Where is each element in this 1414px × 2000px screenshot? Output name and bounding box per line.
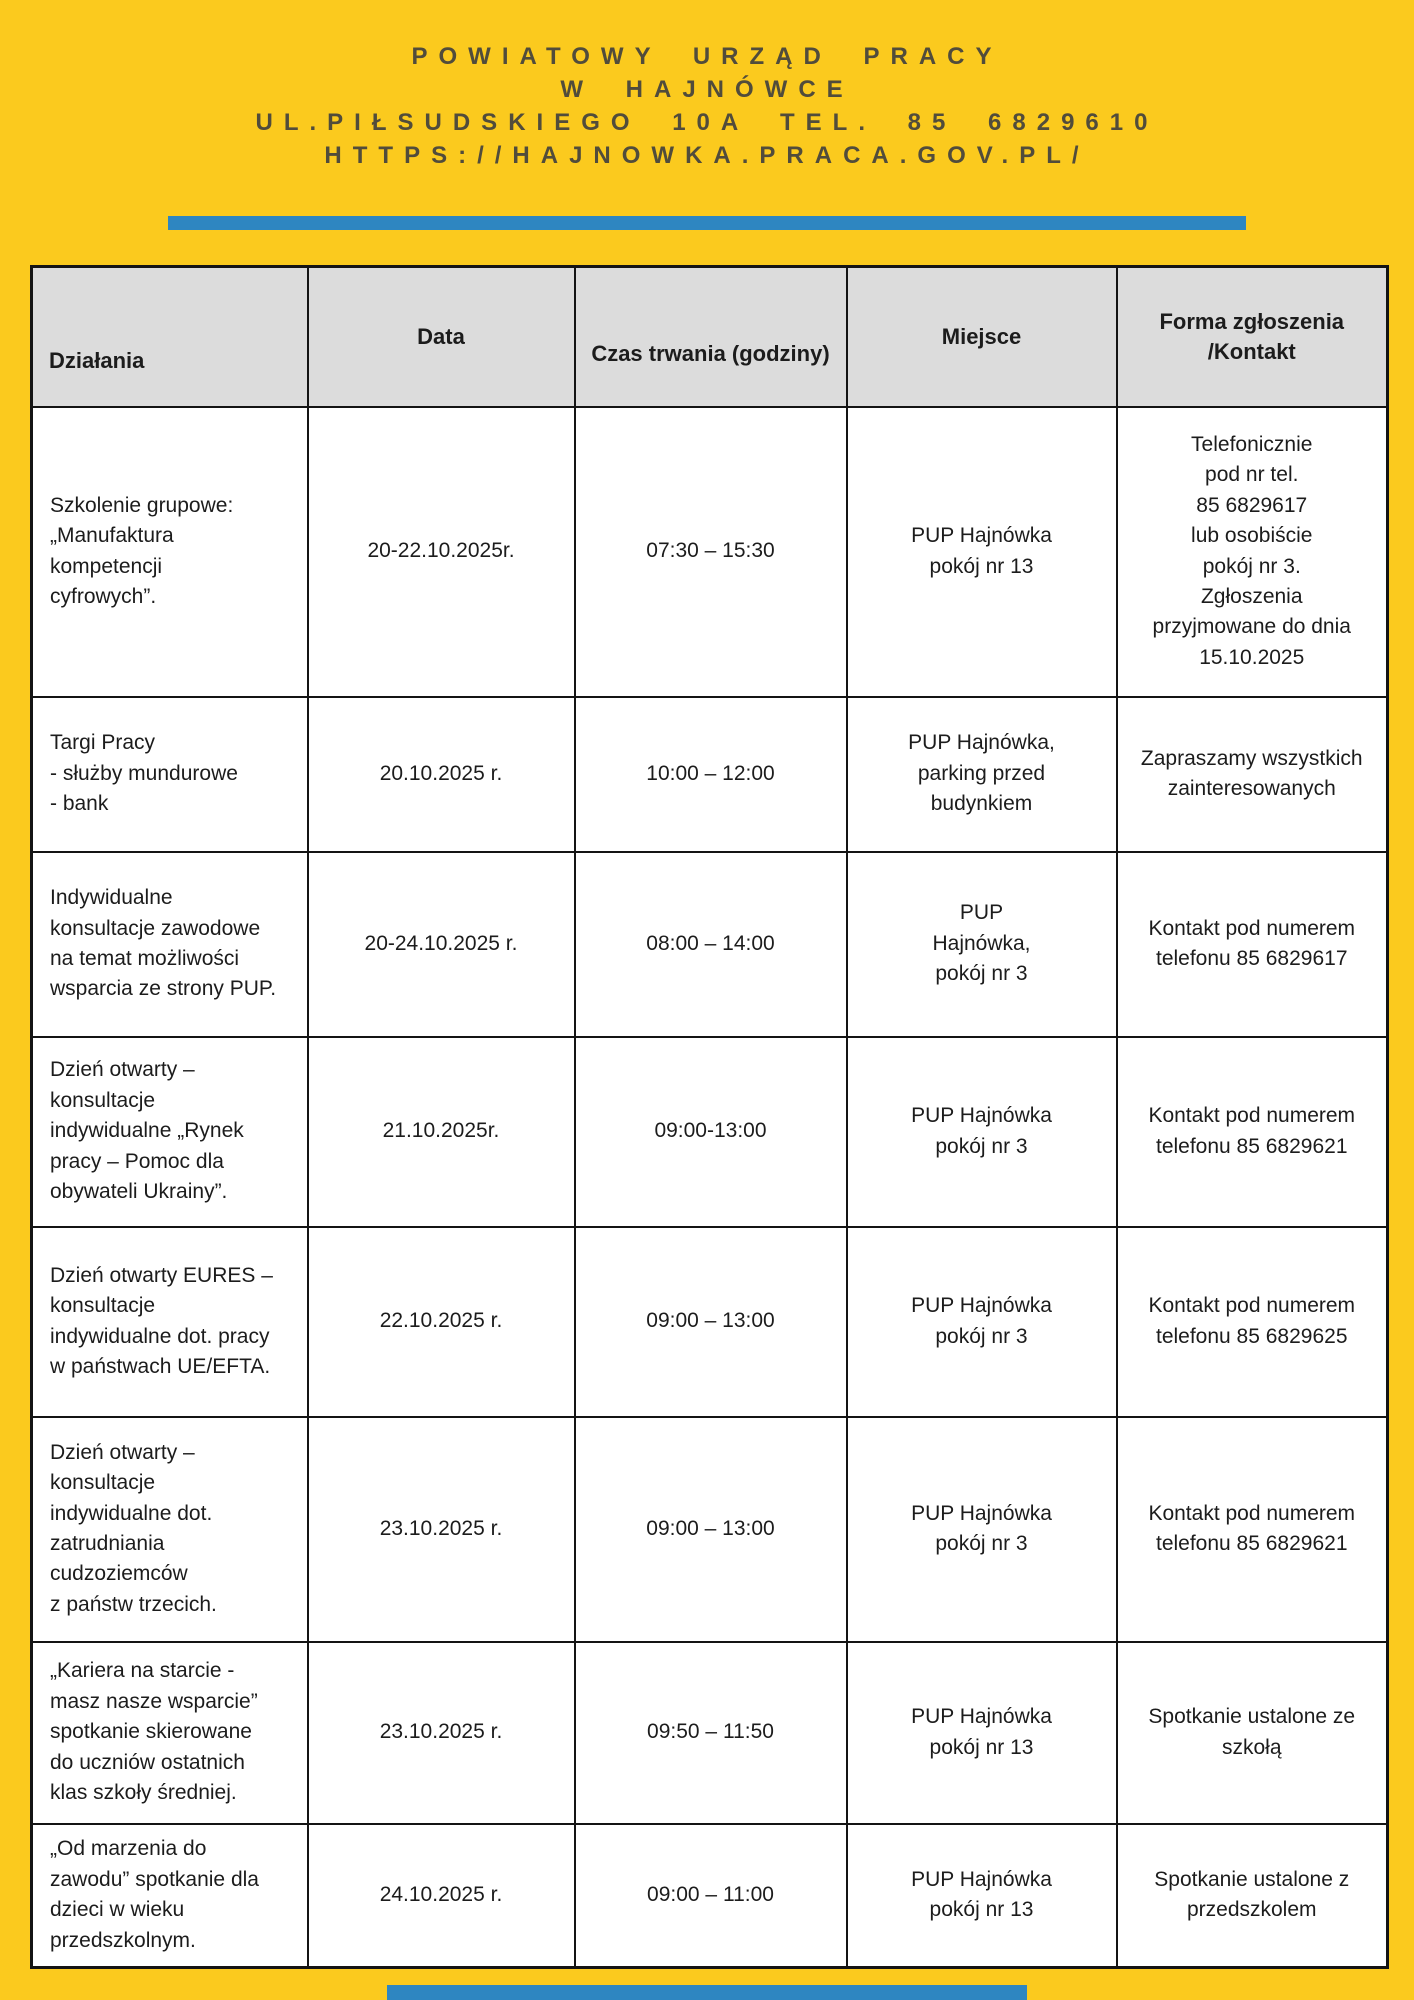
org-website-line: HTTPS://HAJNOWKA.PRACA.GOV.PL/ <box>324 142 1090 169</box>
place-cell: PUP Hajnówka, parking przed budynkiem <box>847 697 1117 852</box>
table-row <box>32 1037 1388 1227</box>
activity-cell: Dzień otwarty EURES – konsultacje indywidualne dot. pracy w państwach UE/EFTA. <box>32 1227 308 1417</box>
table-row <box>32 1642 1388 1824</box>
table-row <box>32 1227 1388 1417</box>
place-cell: PUP Hajnówka pokój nr 3 <box>847 1417 1117 1642</box>
place-cell: PUP Hajnówka pokój nr 13 <box>847 1824 1117 1968</box>
org-address-line: UL.PIŁSUDSKIEGO 10A TEL. 85 6829610 <box>255 109 1159 136</box>
table-row <box>32 1824 1388 1968</box>
time-cell: 09:00 – 11:00 <box>575 1824 847 1968</box>
contact-cell: Telefonicznie pod nr tel. 85 6829617 lub osobiście pokój nr 3. Zgłoszenia przyjmowane do dnia 15.10.2025 <box>1117 407 1388 697</box>
org-name-line1: POWIATOWY URZĄD PRACY <box>411 43 1003 70</box>
activity-cell: „Od marzenia do zawodu” spotkanie dla dzieci w wieku przedszkolnym. <box>32 1824 308 1968</box>
time-cell: 09:50 – 11:50 <box>575 1642 847 1824</box>
table-row <box>32 407 1388 697</box>
contact-cell: Zapraszamy wszystkich zainteresowanych <box>1117 697 1388 852</box>
contact-cell: Spotkanie ustalone z przedszkolem <box>1117 1824 1388 1968</box>
place-cell: PUP Hajnówka pokój nr 3 <box>847 1037 1117 1227</box>
date-cell: 20-22.10.2025r. <box>308 407 575 697</box>
column-header-activity: Działania <box>32 267 308 407</box>
time-cell: 09:00 – 13:00 <box>575 1227 847 1417</box>
time-cell: 07:30 – 15:30 <box>575 407 847 697</box>
place-cell: PUP Hajnówka pokój nr 3 <box>847 1227 1117 1417</box>
date-cell: 20.10.2025 r. <box>308 697 575 852</box>
date-cell: 21.10.2025r. <box>308 1037 575 1227</box>
place-cell: PUP Hajnówka, pokój nr 3 <box>847 852 1117 1037</box>
place-cell: PUP Hajnówka pokój nr 13 <box>847 407 1117 697</box>
contact-cell: Kontakt pod numerem telefonu 85 6829617 <box>1117 852 1388 1037</box>
date-cell: 23.10.2025 r. <box>308 1642 575 1824</box>
table-row <box>32 1417 1388 1642</box>
activity-cell: Indywidualne konsultacje zawodowe na temat możliwości wsparcia ze strony PUP. <box>32 852 308 1037</box>
date-cell: 24.10.2025 r. <box>308 1824 575 1968</box>
time-cell: 09:00 – 13:00 <box>575 1417 847 1642</box>
activity-cell: Szkolenie grupowe: „Manufaktura kompetencji cyfrowych”. <box>32 407 308 697</box>
contact-cell: Kontakt pod numerem telefonu 85 6829625 <box>1117 1227 1388 1417</box>
table-row <box>32 697 1388 852</box>
contact-cell: Kontakt pod numerem telefonu 85 6829621 <box>1117 1417 1388 1642</box>
schedule-table <box>30 265 1389 1969</box>
place-cell: PUP Hajnówka pokój nr 13 <box>847 1642 1117 1824</box>
time-cell: 10:00 – 12:00 <box>575 697 847 852</box>
date-cell: 22.10.2025 r. <box>308 1227 575 1417</box>
time-cell: 08:00 – 14:00 <box>575 852 847 1037</box>
table-row <box>32 852 1388 1037</box>
masthead <box>0 0 1414 172</box>
date-cell: 20-24.10.2025 r. <box>308 852 575 1037</box>
activity-cell: „Kariera na starcie - masz nasze wsparcie” spotkanie skierowane do uczniów ostatnich klas szkoły średniej. <box>32 1642 308 1824</box>
org-name-line2: W HAJNÓWCE <box>560 76 854 103</box>
column-header-contact: Forma zgłoszenia /Kontakt <box>1117 267 1388 407</box>
column-header-place: Miejsce <box>847 267 1117 407</box>
bottom-accent-bar <box>387 1985 1027 2000</box>
table-header-row <box>32 267 1388 407</box>
time-cell: 09:00-13:00 <box>575 1037 847 1227</box>
activity-cell: Targi Pracy - służby mundurowe - bank <box>32 697 308 852</box>
activity-cell: Dzień otwarty – konsultacje indywidualne dot. zatrudniania cudzoziemców z państw trzecich. <box>32 1417 308 1642</box>
contact-cell: Kontakt pod numerem telefonu 85 6829621 <box>1117 1037 1388 1227</box>
column-header-date: Data <box>308 267 575 407</box>
column-header-time: Czas trwania (godziny) <box>575 267 847 407</box>
top-accent-bar <box>168 216 1246 230</box>
date-cell: 23.10.2025 r. <box>308 1417 575 1642</box>
activity-cell: Dzień otwarty – konsultacje indywidualne „Rynek pracy – Pomoc dla obywateli Ukrainy”. <box>32 1037 308 1227</box>
contact-cell: Spotkanie ustalone ze szkołą <box>1117 1642 1388 1824</box>
